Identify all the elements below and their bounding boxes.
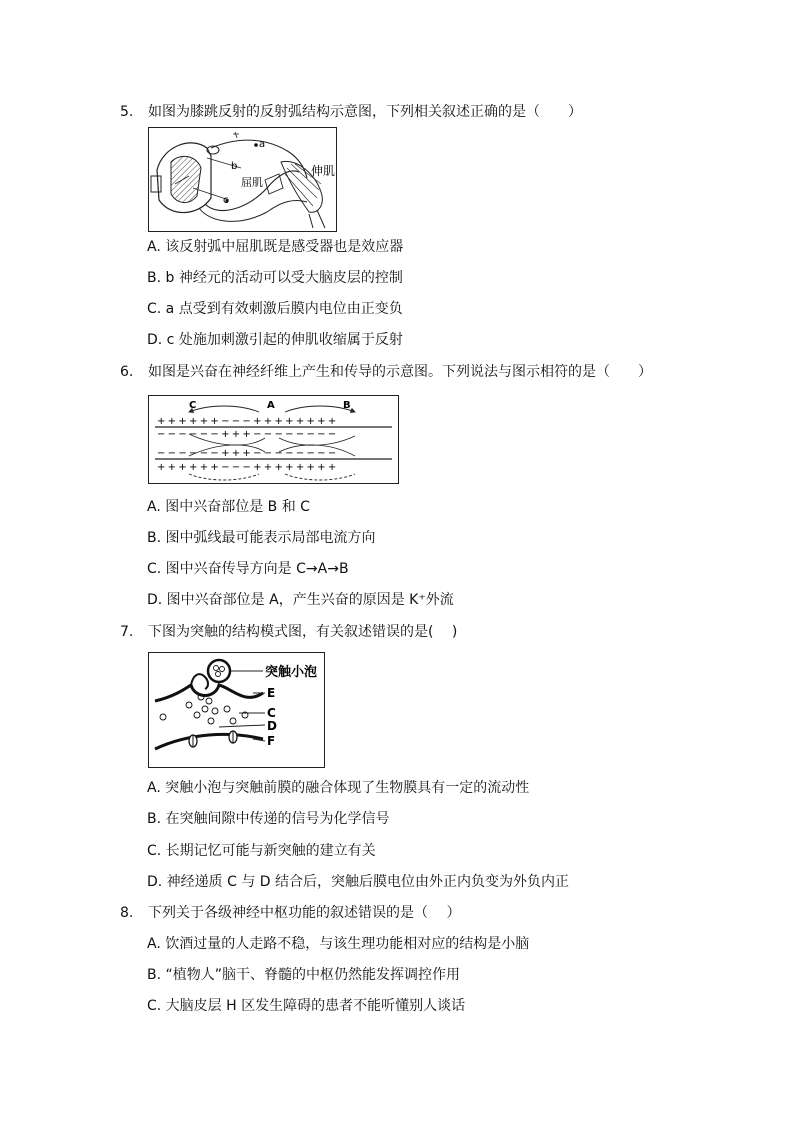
question-6-option-d: D. 图中兴奋部位是 A，产生兴奋的原因是 K⁺外流: [147, 592, 454, 608]
question-number: 7.: [120, 624, 134, 640]
question-6-option-c: C. 图中兴奋传导方向是 C→A→B: [147, 561, 349, 577]
label-b: b: [231, 161, 238, 172]
svg-text:−−−−−−+++−−−−−−−−: −−−−−−+++−−−−−−−−: [157, 429, 339, 440]
question-5-option-c: C. a 点受到有效刺激后膜内电位由正变负: [147, 301, 403, 317]
question-6-option-a: A. 图中兴奋部位是 B 和 C: [147, 499, 310, 515]
label-B: B: [343, 400, 351, 411]
question-number: 5.: [120, 104, 134, 120]
question-8-option-b: B. “植物人”脑干、脊髓的中枢仍然能发挥调控作用: [147, 967, 461, 983]
question-number: 6.: [120, 364, 134, 380]
question-text: 如图是兴奋在神经纤维上产生和传导的示意图。下列说法与图示相符的是（ ）: [148, 364, 652, 380]
label-c: c: [223, 195, 229, 206]
nerve-fiber-figure: [148, 395, 399, 484]
label-a: a: [259, 139, 266, 150]
svg-text:++++++−−−++++++++: ++++++−−−++++++++: [157, 462, 339, 473]
label-extensor: 伸肌: [311, 164, 336, 178]
reflex-arc-figure: [148, 127, 337, 232]
question-8-option-c: C. 大脑皮层 H 区发生障碍的患者不能听懂别人谈话: [147, 998, 466, 1014]
svg-text:−−−−−−+++−−−−−−−−: −−−−−−+++−−−−−−−−: [157, 448, 339, 459]
label-vesicle: 突触小泡: [265, 665, 318, 680]
question-7-stem: [120, 623, 457, 641]
question-text: 下图为突触的结构模式图，有关叙述错误的是( ): [148, 624, 458, 640]
label-A: A: [267, 400, 275, 411]
label-E: E: [267, 686, 276, 700]
label-D: D: [267, 719, 277, 733]
question-6-option-b: B. 图中弧线最可能表示局部电流方向: [147, 530, 376, 546]
synapse-figure: [148, 652, 325, 768]
question-number: 8.: [120, 905, 134, 921]
question-7-option-b: B. 在突触间隙中传递的信号为化学信号: [147, 811, 390, 827]
question-5-option-d: D. c 处施加刺激引起的伸肌收缩属于反射: [147, 332, 403, 348]
label-flexor: 屈肌: [241, 176, 263, 189]
question-7-option-a: A. 突触小泡与突触前膜的融合体现了生物膜具有一定的流动性: [147, 780, 530, 796]
question-7-option-d: D. 神经递质 C 与 D 结合后，突触后膜电位由外正内负变为外负内正: [147, 874, 570, 890]
question-5-stem: [120, 103, 582, 121]
question-text: 如图为膝跳反射的反射弧结构示意图，下列相关叙述正确的是（ ）: [148, 104, 582, 120]
question-text: 下列关于各级神经中枢功能的叙述错误的是（ ）: [148, 905, 461, 921]
label-C: C: [267, 706, 276, 720]
label-F: F: [267, 734, 276, 748]
svg-text:++++++−−−++++++++: ++++++−−−++++++++: [157, 416, 339, 427]
label-C: C: [189, 400, 197, 411]
question-5-option-b: B. b 神经元的活动可以受大脑皮层的控制: [147, 270, 403, 286]
question-5-option-a: A. 该反射弧中屈肌既是感受器也是效应器: [147, 239, 404, 255]
question-8-stem: [120, 904, 460, 922]
question-8-option-a: A. 饮酒过量的人走路不稳，与该生理功能相对应的结构是小脑: [147, 936, 530, 952]
question-7-option-c: C. 长期记忆可能与新突触的建立有关: [147, 843, 376, 859]
question-6-stem: [120, 363, 652, 381]
